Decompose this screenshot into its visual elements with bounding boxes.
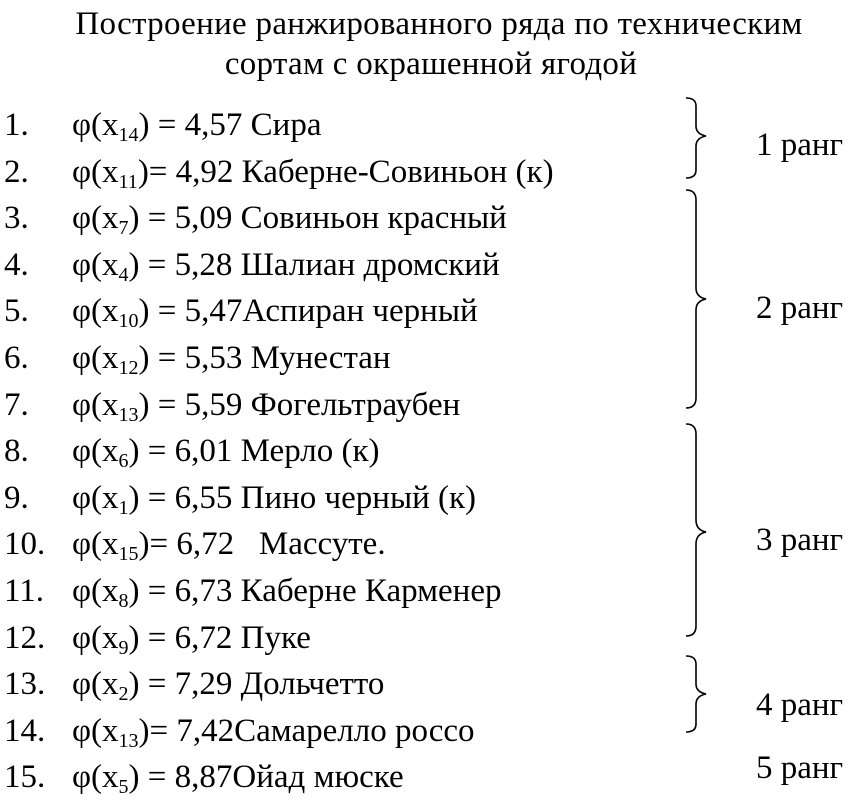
value-and-variety: ) = 6,55 Пино черный (к) (128, 479, 477, 516)
variable-index: 4 (118, 263, 129, 286)
variable-index: 11 (118, 170, 138, 193)
item-number: 5. (4, 293, 29, 330)
variable-index: 9 (118, 636, 129, 659)
variable-index: 2 (118, 683, 129, 706)
item-number: 9. (4, 479, 29, 516)
formula-prefix: φ(x (72, 759, 119, 796)
variable-index: 14 (118, 124, 139, 146)
rank-label-2: 2 ранг (756, 290, 844, 326)
item-number: 10. (4, 526, 46, 563)
formula-prefix: φ(x (72, 340, 119, 376)
formula-prefix: φ(x (72, 573, 119, 609)
value-and-variety: ) = 5,53 Мунестан (138, 340, 391, 376)
item-number: 1. (4, 107, 29, 143)
value-and-variety: ) = 6,73 Каберне Карменер (128, 573, 502, 609)
value-and-variety: ) = 8,87Ойад мюске (128, 759, 404, 796)
value-and-variety: )= 7,42Самарелло россо (138, 712, 475, 749)
formula-prefix: φ(x (72, 433, 119, 470)
formula-prefix: φ(x (72, 293, 119, 330)
value-and-variety: )= 6,72 Массуте. (138, 526, 386, 563)
formula-prefix: φ(x (72, 712, 119, 749)
formula-prefix: φ(x (72, 619, 119, 656)
formula-prefix: φ(x (72, 153, 119, 190)
formula-prefix: φ(x (72, 666, 119, 703)
rank-label-5: 5 ранг (756, 750, 844, 786)
item-number: 6. (4, 340, 29, 376)
brace-rank-2 (686, 190, 706, 408)
value-and-variety: ) = 7,29 Дольчетто (128, 666, 385, 703)
value-and-variety: ) = 6,72 Пуке (128, 619, 311, 656)
brace-rank-1 (686, 98, 706, 178)
item-number: 15. (4, 759, 46, 796)
value-and-variety: ) = 4,57 Сира (138, 107, 322, 143)
item-number: 7. (4, 386, 29, 423)
item-number: 11. (4, 573, 45, 609)
variable-index: 10 (118, 310, 139, 333)
formula-prefix: φ(x (72, 107, 119, 143)
variable-index: 6 (118, 450, 129, 473)
item-number: 3. (4, 200, 29, 237)
value-and-variety: ) = 5,59 Фогельтраубен (138, 386, 461, 423)
brace-rank-3 (686, 424, 706, 636)
formula-prefix: φ(x (72, 526, 119, 563)
item-number: 2. (4, 153, 29, 190)
item-number: 14. (4, 712, 46, 749)
rank-label-1: 1 ранг (756, 127, 844, 163)
variable-index: 13 (118, 403, 139, 426)
formula-prefix: φ(x (72, 479, 119, 516)
item-number: 8. (4, 433, 29, 470)
variable-index: 8 (118, 590, 129, 612)
formula-prefix: φ(x (72, 386, 119, 423)
value-and-variety: ) = 5,09 Совиньон красный (128, 200, 507, 237)
variable-index: 7 (118, 217, 129, 240)
item-number: 13. (4, 666, 46, 703)
value-and-variety: ) = 5,47Аспиран черный (138, 293, 478, 330)
rank-label-3: 3 ранг (756, 522, 844, 558)
formula-prefix: φ(x (72, 246, 119, 283)
item-number: 12. (4, 619, 46, 656)
value-and-variety: ) = 5,28 Шалиан дромский (128, 246, 500, 283)
brace-rank-4 (686, 656, 706, 732)
variable-index: 15 (118, 543, 139, 566)
title-line-2: сортам с окрашенной ягодой (224, 46, 638, 82)
variable-index: 13 (118, 729, 139, 752)
value-and-variety: )= 4,92 Каберне-Совиньон (к) (137, 153, 554, 190)
variable-index: 1 (118, 496, 129, 519)
variable-index: 12 (118, 357, 139, 379)
variable-index: 5 (118, 776, 129, 799)
rank-label-4: 4 ранг (756, 687, 844, 723)
item-number: 4. (4, 246, 29, 283)
value-and-variety: ) = 6,01 Мерло (к) (128, 433, 380, 470)
formula-prefix: φ(x (72, 200, 119, 237)
title-line-1: Построение ранжированного ряда по техническим (75, 6, 803, 42)
